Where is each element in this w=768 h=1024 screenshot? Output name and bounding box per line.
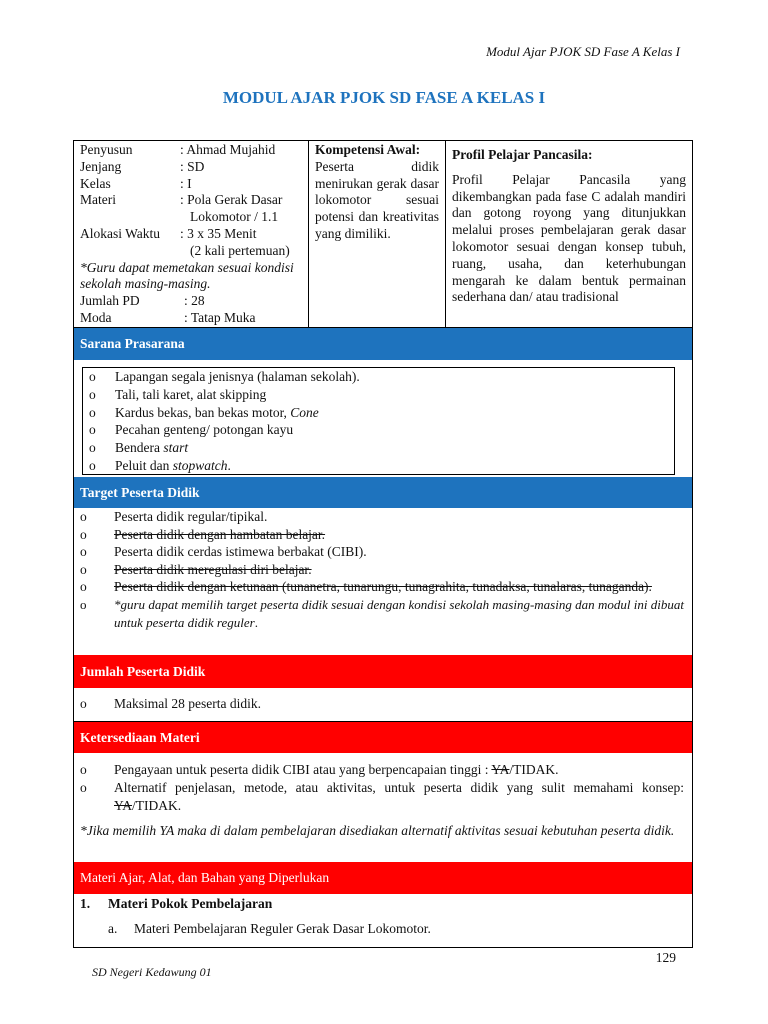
list-item: o Peserta didik dengan hambatan belajar. — [80, 526, 326, 542]
list-item: o Peserta didik meregulasi diri belajar. — [80, 561, 312, 577]
jumlah-section — [74, 695, 692, 713]
list-item: o Alternatif penjelasan, metode, atau aktivitas, untuk peserta didik yang sulit memahami konsep: YA/TIDAK. — [80, 779, 684, 813]
sarana-list — [83, 368, 674, 475]
kompetensi-column — [309, 141, 446, 328]
target-heading: Target Peserta Didik — [74, 477, 692, 508]
profil-column — [446, 141, 692, 328]
document-title: MODUL AJAR PJOK SD FASE A KELAS I — [222, 88, 546, 107]
jumlah-heading: Jumlah Peserta Didik — [74, 655, 692, 688]
kompetensi-heading: Kompetensi Awal: — [315, 142, 421, 157]
profil-heading: Profil Pelajar Pancasila: — [452, 147, 593, 162]
moda-value: : Tatap Muka — [184, 309, 256, 325]
list-item: o Peluit dan stopwatch. — [89, 457, 231, 473]
materi-ajar-section — [74, 895, 692, 938]
alokasi-value: : 3 x 35 Menit — [180, 225, 257, 241]
list-item: o Peserta didik dengan ketunaan (tunanetra, tunarungu, tunagrahita, tunadaksa, tunalaras, tunaganda). — [80, 579, 652, 595]
list-item: o Pecahan genteng/ potongan kayu — [89, 422, 294, 438]
footer-school: SD Negeri Kedawung 01 — [92, 965, 212, 979]
identity-note: *Guru dapat memetakan sesuai kondisi sekolah masing-masing. — [80, 259, 294, 292]
list-item: o *guru dapat memilih target peserta didik sesuai dengan kondisi sekolah masing-masing dan modul ini dibuat untuk peserta didik reguler. — [80, 596, 684, 630]
ketersediaan-section — [74, 761, 692, 840]
materi-item-text: Materi Pembelajaran Reguler Gerak Dasar Lokomotor. — [134, 921, 431, 936]
list-item: o Maksimal 28 peserta didik. — [80, 696, 261, 711]
sarana-box — [82, 367, 675, 475]
list-item: o Tali, tali karet, alat skipping — [89, 386, 267, 402]
kompetensi-text: Peserta didik menirukan gerak dasar lokomotor sesuai potensi dan kreativitas yang dimiliki. — [315, 158, 439, 241]
list-item: o Peserta didik cerdas istimewa berbakat (CIBI). — [80, 544, 367, 560]
materi-label: Materi — [80, 192, 116, 208]
materi-ajar-heading: Materi Ajar, Alat, dan Bahan yang Diperlukan — [74, 862, 692, 894]
materi-value-cont: Lokomotor / 1.1 — [190, 209, 279, 225]
materi-value: : Pola Gerak Dasar — [180, 192, 283, 208]
moda-label: Moda — [80, 309, 112, 325]
ketersediaan-list — [74, 761, 692, 814]
list-item: o Pengayaan untuk peserta didik CIBI atau yang berpencapaian tinggi : YA/TIDAK. — [80, 762, 559, 777]
jumlah-pd-value: : 28 — [184, 293, 205, 309]
jenjang-label: Jenjang — [80, 158, 122, 174]
sarana-heading: Sarana Prasarana — [74, 328, 692, 360]
penyusun-value: : Ahmad Mujahid — [180, 142, 276, 157]
materi-item-letter: a. — [108, 921, 118, 936]
target-section — [74, 508, 692, 631]
running-header: Modul Ajar PJOK SD Fase A Kelas I — [486, 44, 680, 59]
ketersediaan-note: *Jika memilih YA maka di dalam pembelajaran disediakan alternatif aktivitas sesuai kebutuhan peserta didik. — [80, 823, 675, 839]
list-item: o Kardus bekas, ban bekas motor, Cone — [89, 404, 319, 420]
target-list — [74, 508, 692, 631]
materi-pokok-title: Materi Pokok Pembelajaran — [108, 896, 273, 911]
alokasi-label: Alokasi Waktu — [80, 225, 161, 241]
identity-row — [74, 141, 692, 328]
kelas-value: : I — [180, 175, 192, 191]
jumlah-list — [74, 695, 692, 713]
identity-column — [74, 141, 309, 328]
page-number: 129 — [655, 950, 676, 965]
jenjang-value: : SD — [180, 158, 205, 174]
list-item: o Peserta didik regular/tipikal. — [80, 509, 268, 524]
profil-text: Profil Pelajar Pancasila yang dikembangkan pada fase C adalah mandiri dan gotong royong yang ditunjukkan melalui proses pembelajaran gerak dasar lokomotor sesuai dengan konsep tubuh, ruang, usaha, dan keterhubungan mengarah ke dalam bentuk permainan sederhana dan/ atau tradisional — [452, 171, 686, 305]
module-table — [73, 140, 693, 948]
list-item: o Bendera start — [89, 440, 189, 456]
kelas-label: Kelas — [80, 175, 111, 191]
materi-pokok-number: 1. — [80, 896, 91, 911]
jumlah-pd-label: Jumlah PD — [80, 293, 140, 309]
list-item: o Lapangan segala jenisnya (halaman sekolah). — [89, 369, 360, 384]
penyusun-label: Penyusun — [80, 142, 133, 157]
alokasi-value-cont: (2 kali pertemuan) — [190, 242, 290, 258]
ketersediaan-heading: Ketersediaan Materi — [74, 722, 692, 753]
